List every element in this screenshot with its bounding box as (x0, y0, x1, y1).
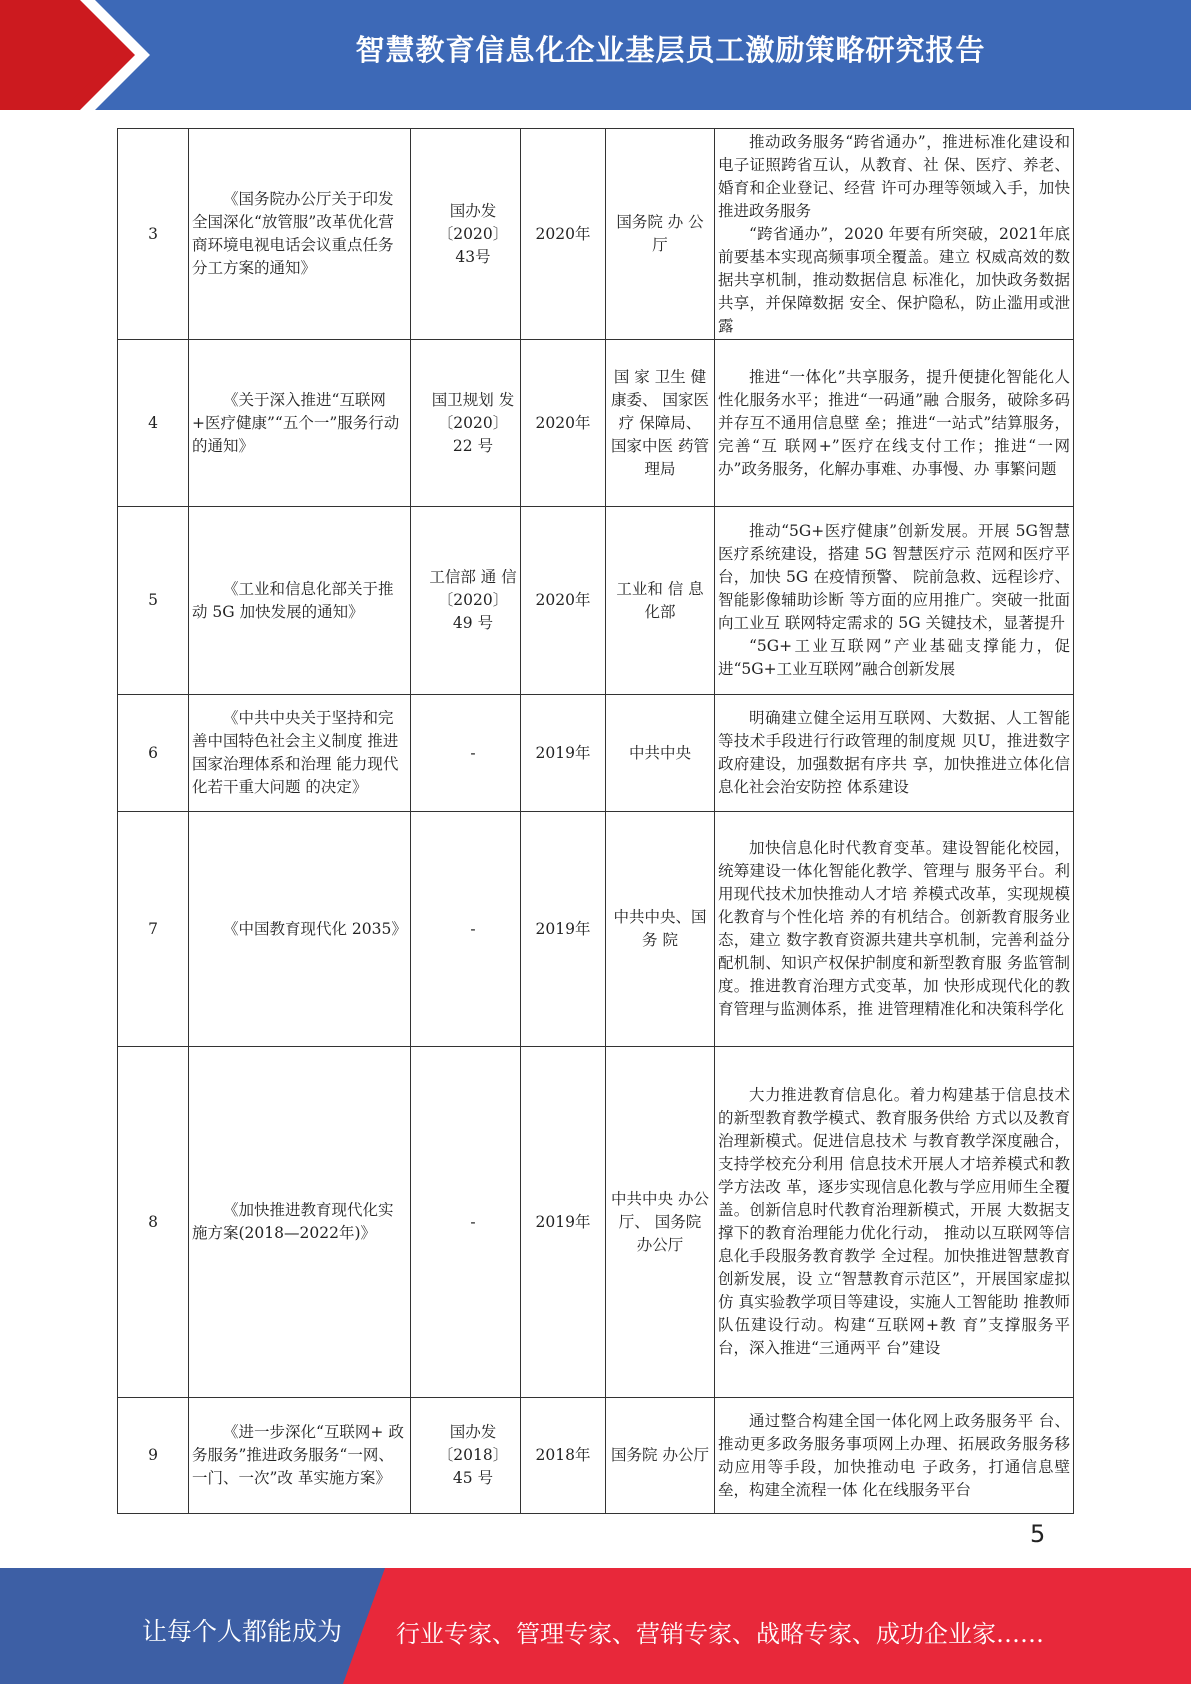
page-number: 5 (1030, 1520, 1046, 1548)
policy-title: 《关于深入推进“互联网 +医疗健康”“五个一”服务行动的通知》 (189, 340, 411, 507)
policy-table (117, 128, 1074, 1514)
table-row (118, 1398, 1074, 1514)
policy-content (715, 1047, 1074, 1398)
issuing-authority: 中共中央 办公厅、 国务院 办公厅 (606, 1047, 715, 1398)
policy-title: 《中国教育现代化 2035》 (189, 812, 411, 1047)
table-row (118, 1047, 1074, 1398)
document-number: - (411, 1047, 521, 1398)
table-row (118, 507, 1074, 695)
policy-title: 《进一步深化“互联网+ 政务服务”推进政务服务“一网、一门、一次”改 革实施方案》 (189, 1398, 411, 1514)
table-row (118, 129, 1074, 340)
document-number: 工信部 通 信 〔2020〕 49 号 (411, 507, 521, 695)
row-number: 3 (118, 129, 189, 340)
document-number: 国办发〔2018〕45 号 (411, 1398, 521, 1514)
policy-title: 《工业和信息化部关于推动 5G 加快发展的通知》 (189, 507, 411, 695)
report-title: 智慧教育信息化企业基层员工激励策略研究报告 (355, 33, 986, 67)
document-number: - (411, 695, 521, 812)
content-paragraph: 推动政务服务“跨省通办”，推进标准化建设和电子证照跨省互认，从教育、社 保、医疗、养老、婚育和企业登记、经营 许可办理等领域入手，加快推进政务服务 (718, 132, 1070, 220)
issuing-authority: 国务院 办 公厅 (606, 129, 715, 340)
content-paragraph: “跨省通办”，2020 年要有所突破，2021年底前要基本实现高频事项全覆盖。建立 权威高效的数据共享机制，推动数据信息 标准化，加快政务数据共享，并保障数据 安全、保护隐私，防止滥用或泄露 (718, 224, 1070, 335)
issuing-authority: 国 家 卫生 健康委、 国家医疗 保障局、 国家中医 药管理局 (606, 340, 715, 507)
table-row (118, 812, 1074, 1047)
row-number: 9 (118, 1398, 189, 1514)
policy-content (715, 812, 1074, 1047)
content-paragraph: 推动“5G+医疗健康”创新发展。开展 5G智慧医疗系统建设，搭建 5G 智慧医疗示 范网和医疗平台，加快 5G 在疫情预警、 院前急救、远程诊疗、智能影像辅助诊断 等方面的应用推广。突破一批面向工业互 联网特定需求的 5G 关键技术，显著提升 (718, 522, 1070, 632)
document-number: 国卫规划 发〔2020〕22 号 (411, 340, 521, 507)
content-paragraph: “5G+工业互联网”产业基础支撑能力，促进“5G+工业互联网”融合创新发展 (718, 637, 1070, 678)
policy-content (715, 340, 1074, 507)
header-arrow-decoration (0, 0, 150, 110)
row-number: 8 (118, 1047, 189, 1398)
footer-slogan-right: 行业专家、管理专家、营销专家、战略专家、成功企业家…… (396, 1620, 1044, 1648)
document-number: - (411, 812, 521, 1047)
policy-title: 《国务院办公厅关于印发 全国深化“放管服”改革优化营商环境电视电话会议重点任务分工方案的通知》 (189, 129, 411, 340)
policy-title: 《加快推进教育现代化实 施方案(2018—2022年)》 (189, 1047, 411, 1398)
issuing-authority: 国务院 办公厅 (606, 1398, 715, 1514)
issuing-authority: 中共中央 (606, 695, 715, 812)
issue-year: 2019年 (521, 1047, 606, 1398)
content-paragraph: 推进“一体化”共享服务，提升便捷化智能化人性化服务水平；推进“一码通”融 合服务，破除多码并存互不通用信息壁 垒；推进“一站式”结算服务，完善“互 联网+”医疗在线支付工作；推进“一网 办”政务服务，化解办事难、办事慢、办 事繁问题 (718, 367, 1070, 478)
issue-year: 2019年 (521, 695, 606, 812)
issue-year: 2018年 (521, 1398, 606, 1514)
issue-year: 2020年 (521, 340, 606, 507)
footer-slogan-left: 让每个人都能成为 (142, 1617, 343, 1646)
row-number: 4 (118, 340, 189, 507)
content-paragraph: 加快信息化时代教育变革。建设智能化校园，统筹建设一体化智能化教学、管理与 服务平台。利用现代技术加快推动人才培 养模式改革，实现规模化教育与个性化培 养的有机结合。创新教育服务业态，建立 数字教育资源共建共享机制，完善利益分 配机制、知识产权保护制度和新型教育服 务监管制度。推进教育治理方式变革，加 快形成现代化的教育管理与监测体系，推 进管理精准化和决策科学化 (718, 839, 1070, 1018)
issue-year: 2020年 (521, 129, 606, 340)
document-number: 国办发〔2020〕43号 (411, 129, 521, 340)
row-number: 5 (118, 507, 189, 695)
issuing-authority: 工业和 信 息化部 (606, 507, 715, 695)
row-number: 6 (118, 695, 189, 812)
issue-year: 2019年 (521, 812, 606, 1047)
content-paragraph: 大力推进教育信息化。着力构建基于信息技术的新型教育教学模式、教育服务供给 方式以及教育治理新模式。促进信息技术 与教育教学深度融合，支持学校充分利用 信息技术开展人才培养模式和教学方法改 革，逐步实现信息化教与学应用师生全覆 盖。创新信息时代教育治理新模式，开展 大数据支撑下的教育治理能力优化行动， 推动以互联网等信息化手段服务教育教学 全过程。加快推进智慧教育创新发展，设 立“智慧教育示范区”，开展国家虚拟仿 真实验教学项目等建设，实施人工智能助 推教师队伍建设行动。构建“互联网+教 育”支撑服务平台，深入推进“三通两平 台”建设 (718, 1086, 1070, 1357)
issue-year: 2020年 (521, 507, 606, 695)
policy-content (715, 129, 1074, 340)
policy-title: 《中共中央关于坚持和完 善中国特色社会主义制度 推进国家治理体系和治理 能力现代化若干重大问题 的决定》 (189, 695, 411, 812)
issuing-authority: 中共中央、国务 院 (606, 812, 715, 1047)
table-row (118, 340, 1074, 507)
policy-content (715, 1398, 1074, 1514)
row-number: 7 (118, 812, 189, 1047)
table-row (118, 695, 1074, 812)
content-paragraph: 明确建立健全运用互联网、大数据、人工智能等技术手段进行行政管理的制度规 贝U，推进数字政府建设，加强数据有序共 享，加快推进立体化信息化社会治安防控 体系建设 (718, 709, 1070, 796)
policy-content (715, 507, 1074, 695)
content-paragraph: 通过整合构建全国一体化网上政务服务平 台、推动更多政务服务事项网上办理、拓展政务服务移动应用等手段，加快推动电 子政务，打通信息壁垒，构建全流程一体 化在线服务平台 (718, 1411, 1070, 1499)
page-header-banner (0, 0, 1191, 110)
policy-content (715, 695, 1074, 812)
